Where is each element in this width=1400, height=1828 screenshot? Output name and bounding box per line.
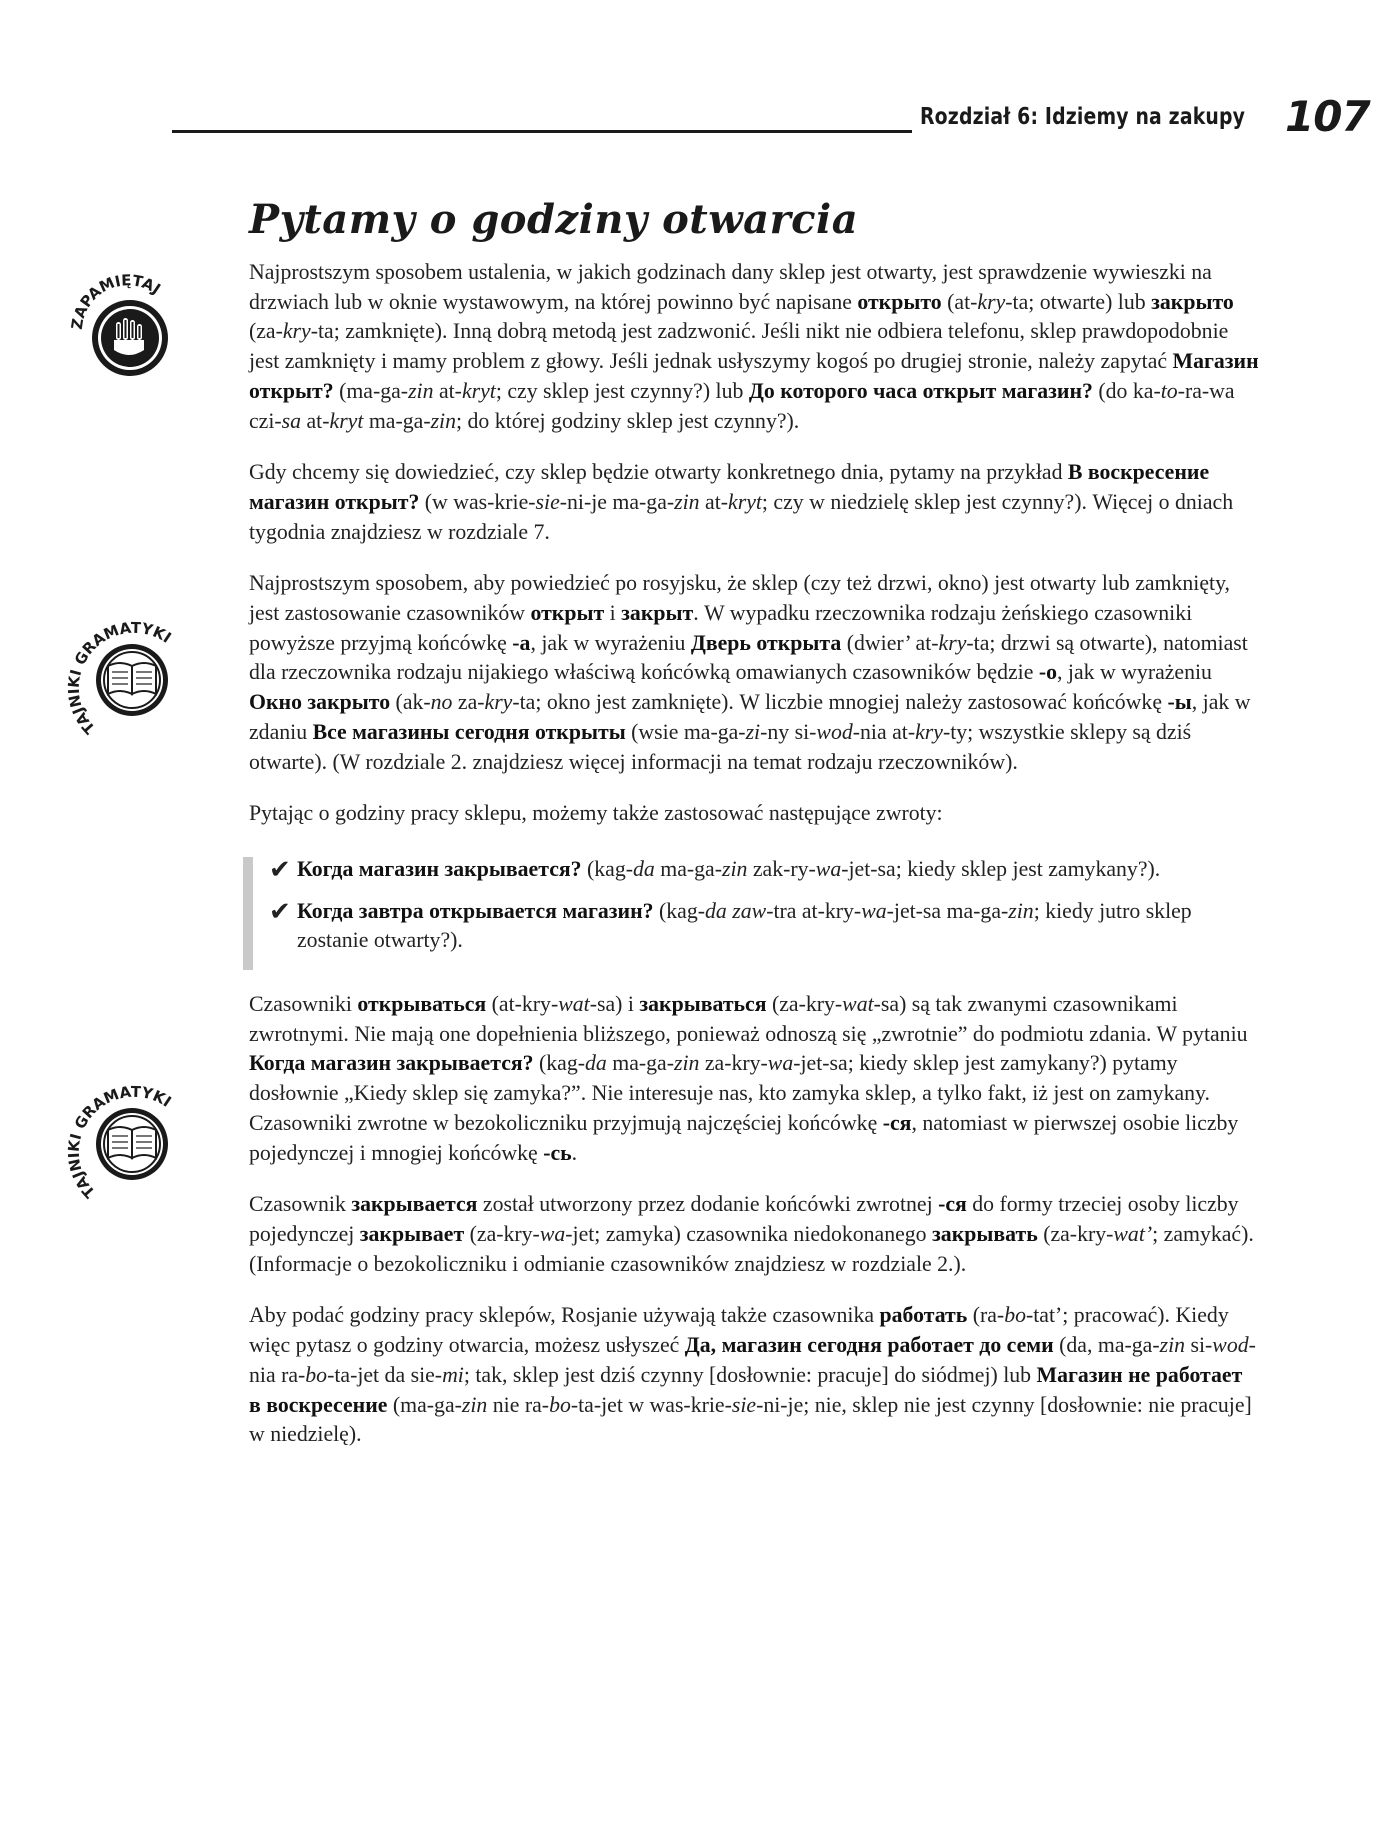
stressed-syllable: da [585,1051,607,1076]
text-run: Najprostszym sposobem, aby powiedzieć po rosyjsku, że sklep (czy też drzwi, okno) jest otwarty lub zamknięty, jest zastosowanie czasowników [249,571,1231,626]
text-run: (wsie ma-ga- [625,719,746,744]
remember-icon-label: ZAPAMIĘTAJ [67,271,164,331]
section-title: Pytamy o godziny otwarcia [249,196,859,243]
stressed-syllable: wa [767,1051,794,1076]
text-run: (dwier’ at- [841,630,939,655]
list-item [265,855,1259,885]
text-run: -ni-je ma-ga- [559,489,675,514]
text-run: (da, ma-ga- [1053,1333,1160,1358]
text-run: -sa) i [589,992,640,1017]
text-run: (at- [941,289,978,314]
stressed-syllable: zin [430,408,457,433]
text-run: . [571,1140,578,1165]
paragraph [249,1301,1259,1450]
text-run: (za- [249,319,283,344]
header-rule [172,130,912,133]
body-text [249,258,1259,1472]
text-run: zak-ry- [747,856,816,881]
text-run: ma-ga- [606,1051,674,1076]
text-run: i [604,601,622,626]
checklist-bar [243,857,253,970]
text-run: at- [433,378,462,403]
text-run: ; czy sklep jest czynny?) lub [495,378,749,403]
bold-phrase: закрывает [359,1221,465,1246]
stressed-syllable: kry [915,719,943,744]
text-run: (za-kry- [1037,1221,1114,1246]
text-run: Najprostszym sposobem ustalenia, w jakich godzinach dany sklep jest otwarty, jest sprawdzenie wywieszki na drzwiach lub w oknie wystawowym, na której powinno być napisane [249,260,1212,314]
text-run: -ta-jet da sie- [327,1362,443,1387]
stressed-syllable: wat’ [1113,1221,1153,1246]
stressed-syllable: da [633,856,655,881]
stressed-syllable: bo [1004,1303,1026,1328]
text-run: Czasowniki [249,992,358,1017]
paragraph [249,258,1259,436]
text-run: Czasownik [249,1192,352,1217]
text-run: -ta; otwarte) lub [1005,289,1152,314]
text-run: -ta; zamknięte). Inną dobrą metodą jest zadzwonić. Jeśli nikt nie odbiera telefonu, sklep prawdopodobnie jest zamknięty i mamy problem z głowy. Jeśli jednak usłyszymy kogoś po drugiej stronie, należy zapytać [249,319,1229,374]
bold-phrase: В воскресение магазин открыт? [249,460,1210,514]
stressed-syllable: zin [673,1051,700,1076]
text-run: -ty; wszystkie sklepy są dziś otwarte). (W rozdziale 2. znajdziesz więcej informacji na temat rodzaju rzeczowników). [249,719,1192,774]
text-run: (w was-krie- [419,489,536,514]
text-run: , jak w zdaniu [249,690,1251,744]
bold-phrase: Дверь открыта [690,630,842,655]
text-run: (ra- [967,1303,1005,1328]
paragraph [249,990,1259,1168]
stressed-syllable: zin [674,489,700,514]
text-run: -ni-je; nie, sklep nie jest czynny [dosłownie: nie pracuje] w niedzielę). [249,1392,1252,1447]
text-run: za-kry- [699,1051,768,1076]
remember-icon [62,258,192,388]
paragraph [249,569,1259,777]
bold-phrase: До которого часа открыт магазин? [748,378,1093,403]
text-run: ; tak, sklep jest dziś czynny [dosłownie: pracuje] do siódmej) lub [463,1362,1037,1387]
stressed-syllable: kryt [461,378,496,403]
text-run: , jak w wyrażeniu [530,630,691,655]
text-run: (kag- [533,1051,586,1076]
text-run: ; do której godziny sklep jest czynny?). [456,408,800,433]
bold-phrase: Когда магазин закрывается? [297,856,582,881]
bold-phrase: Магазин открыт? [249,349,1259,403]
paragraph [249,458,1259,547]
text-run: Pytając o godziny pracy sklepu, możemy także zastosować następujące zwroty: [249,801,943,826]
stressed-syllable: kry [938,630,967,655]
text-run: (kag- [653,898,706,923]
stressed-syllable: zin [1159,1333,1186,1358]
bold-phrase: открываться [357,992,487,1017]
text-run: Gdy chcemy się dowiedzieć, czy sklep będzie otwarty konkretnego dnia, pytamy na przykład [249,460,1068,485]
text-run: (ma-ga- [333,378,409,403]
text-run: nie ra- [487,1392,550,1417]
stressed-syllable: wod [816,719,853,744]
stressed-syllable: da [705,898,727,923]
stressed-syllable: sie [535,489,560,514]
stressed-syllable: wod [1212,1333,1249,1358]
bold-phrase: закрыт [621,601,694,626]
text-run: -ra-wa czi- [249,378,1235,433]
text-run: -sa) są tak zwanymi czasownikami zwrotnymi. Nie mają one dopełnienia bliższego, ponieważ odnoszą się „zwrotnie” do podmiotu zdania. W pytaniu [249,992,1248,1046]
text-run: , natomiast w pierwszej osobie liczby pojedynczej i mnogiej końcówkę [249,1110,1239,1165]
bold-phrase: закрывается [351,1192,478,1217]
bold-phrase: закрыто [1151,289,1234,314]
list-item-text [297,855,1259,885]
text-run: -jet-sa; kiedy sklep jest zamykany?) pytamy dosłownie „Kiedy sklep się zamyka?”. Nie interesuje nas, kto zamyka sklep, a tylko fakt, iż jest on zamykany. Czasowniki zwrotne w bezokoliczniku przyjmują najczęściej końcówkę [249,1051,1210,1135]
stressed-syllable: wa [815,856,842,881]
text-run: -nia ra- [249,1333,1256,1387]
stressed-syllable: sie [731,1392,757,1417]
text-run: został utworzony przez dodanie końcówki zwrotnej [477,1192,939,1217]
paragraph [249,799,1259,829]
bold-phrase: Магазин не работает в воскресение [249,1362,1243,1417]
bold-phrase: -ся [938,1192,967,1217]
text-run: do formy trzeciej osoby liczby pojedynczej [249,1192,1239,1246]
paragraph [249,1190,1259,1279]
text-run: (za-kry- [766,992,843,1017]
stressed-syllable: kry [282,319,311,344]
text-run: ma-ga- [654,856,722,881]
grammar-secrets-icon-2-label: TAJNIKI GRAMATYKI [64,1082,175,1202]
stressed-syllable: zi [745,719,761,744]
stressed-syllable: kryt [728,489,762,514]
stressed-syllable: bo [549,1392,571,1417]
bold-phrase: открыт [530,601,605,626]
bold-phrase: открыто [857,289,942,314]
checkmark-icon: ✔ [269,896,291,926]
text-run: ; czy w niedzielę sklep jest czynny?). Więcej o dniach tygodnia znajdziesz w rozdziale 7. [249,489,1234,544]
text-run: -tat’; pracować). Kiedy więc pytasz o godziny otwarcia, możesz usłyszeć [249,1303,1229,1358]
running-header-chapter: Rozdział 6: Idziemy na zakupy [920,104,1246,130]
text-run: -jet; zamyka) czasownika niedokonanego [565,1221,933,1246]
stressed-syllable: zin [721,856,748,881]
bold-phrase: закрывать [932,1221,1038,1246]
bold-phrase: работать [879,1303,968,1328]
grammar-secrets-icon [62,608,192,738]
text-run: (ma-ga- [387,1392,462,1417]
page-number: 107 [1285,92,1370,141]
bold-phrase: Когда завтра открывается магазин? [297,898,654,923]
bold-phrase: Когда магазин закрывается? [249,1051,534,1076]
text-run: , jak w wyrażeniu [1057,660,1212,685]
grammar-secrets-icon-label: TAJNIKI GRAMATYKI [64,618,175,738]
stressed-syllable: zin [408,378,434,403]
text-run: -ta-jet w was-krie- [570,1392,732,1417]
bold-phrase: -ся [882,1110,912,1135]
text-run: ma-ga- [363,408,431,433]
text-run: za- [452,690,485,715]
bold-phrase: -о [1038,660,1058,685]
text-run: (ak- [390,690,431,715]
bold-phrase: -сь [543,1140,572,1165]
text-run: -jet-sa ma-ga- [886,898,1009,923]
text-run: (do ka- [1092,378,1161,403]
stressed-syllable: mi [442,1362,464,1387]
text-run: ; kiedy jutro sklep zostanie otwarty?). [297,898,1192,953]
stressed-syllable: kryt [329,408,364,433]
bold-phrase: Да, магазин сегодня работает до семи [684,1333,1054,1358]
text-run: -ny si- [760,719,817,744]
stressed-syllable: to [1160,378,1178,403]
text-run: -ta; okno jest zamknięte). W liczbie mnogiej należy zastosować końcówkę [512,690,1168,715]
stressed-syllable: wat [842,992,874,1017]
stressed-syllable: zin [1008,898,1034,923]
text-run: (za-kry- [464,1221,540,1246]
text-run: -ta; drzwi są otwarte), natomiast dla rzeczownika rodzaju nijakiego właściwą końcówką omawianych czasowników będzie [249,630,1248,685]
stressed-syllable: wat [558,992,590,1017]
list-item [265,897,1259,956]
stressed-syllable: sa [281,408,302,433]
text-run: at- [301,408,330,433]
phrase-checklist [243,851,1259,972]
text-run: -nia at- [852,719,916,744]
text-run: Aby podać godziny pracy sklepów, Rosjanie używają także czasownika [249,1303,880,1328]
stressed-syllable: zin [461,1392,488,1417]
bold-phrase: закрываться [639,992,767,1017]
bold-phrase: Окно закрыто [249,690,391,715]
stressed-syllable: zaw [732,898,767,923]
text-run: si- [1185,1333,1213,1358]
text-run: . W wypadku rzeczownika rodzaju żeńskiego czasowniki powyższe przyjmą końcówkę [249,601,1193,655]
stressed-syllable: wa [539,1221,566,1246]
text-run: at- [699,489,729,514]
stressed-syllable: kry [484,690,513,715]
bold-phrase: -ы [1167,690,1192,715]
checkmark-icon: ✔ [269,854,291,884]
list-item-text [297,897,1259,956]
stressed-syllable: bo [305,1362,328,1387]
text-run: (kag- [581,856,634,881]
stressed-syllable: kry [977,289,1006,314]
stressed-syllable: no [430,690,453,715]
bold-phrase: Все магазины сегодня открыты [312,719,626,744]
grammar-secrets-icon-2 [62,1072,192,1202]
text-run: (at-kry- [486,992,559,1017]
stressed-syllable: wa [861,898,887,923]
text-run: ; zamykać). (Informacje o bezokoliczniku i odmianie czasowników znajdziesz w rozdziale 2.). [249,1221,1254,1276]
text-run: -jet-sa; kiedy sklep jest zamykany?). [841,856,1161,881]
bold-phrase: -а [512,630,531,655]
text-run: -tra at-kry- [766,898,862,923]
